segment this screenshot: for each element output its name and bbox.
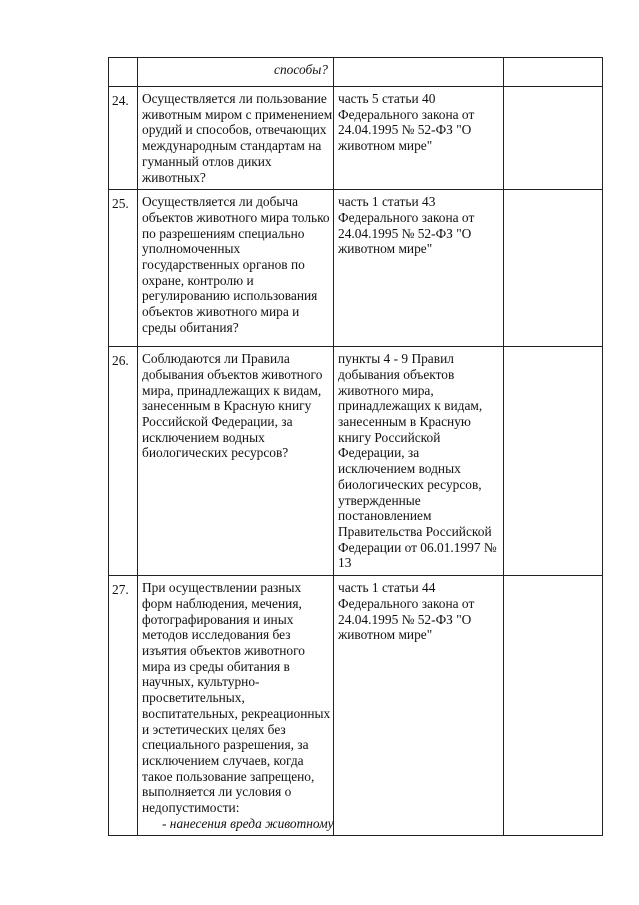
- question-line: добывания объектов животного: [142, 366, 323, 382]
- reference-line: Правительства Российской: [338, 523, 492, 539]
- question-line: орудий и способов, отвечающих: [142, 122, 327, 138]
- checklist-table: [108, 57, 603, 836]
- reference-line: часть 5 статьи 40: [338, 91, 436, 106]
- question-line: изъятия объектов животного: [142, 643, 305, 659]
- question-line: такое пользование запрещено,: [142, 768, 315, 784]
- question-line: объектов животного мира только: [142, 209, 330, 225]
- question-line: форм наблюдения, мечения,: [142, 595, 302, 611]
- question-line: среды обитания?: [142, 319, 239, 335]
- question-line: недопустимости:: [142, 800, 240, 816]
- reference-line: часть 1 статьи 44: [338, 580, 436, 596]
- reference-line: 24.04.1995 № 52-ФЗ "О: [338, 611, 472, 627]
- answer-cell: [504, 58, 603, 87]
- table-row-27: [109, 576, 603, 836]
- question-subitem: - нанесения вреда животному: [162, 815, 334, 831]
- reference-line: часть 1 статьи 43: [338, 194, 436, 210]
- reference-line: принадлежащих к видам,: [338, 398, 483, 414]
- reference-line: пункты 4 - 9 Правил: [338, 351, 454, 367]
- row-number: 25.: [109, 190, 138, 347]
- reference-cell: [334, 576, 504, 836]
- question-line: просветительных,: [142, 690, 245, 706]
- question-line: специального разрешения, за: [142, 737, 309, 753]
- question-line: воспитательных, рекреационных: [142, 705, 331, 721]
- reference-line: 24.04.1995 № 52-ФЗ "О: [338, 122, 472, 138]
- question-line: Соблюдаются ли Правила: [142, 351, 290, 367]
- question-line: Российской Федерации, за: [142, 414, 293, 430]
- reference-line: постановлением: [338, 508, 432, 524]
- question-line: и эстетических целях без: [142, 721, 286, 737]
- answer-cell: [504, 190, 603, 347]
- question-line: Осуществляется ли пользование: [142, 91, 327, 106]
- question-line: научных, культурно-: [142, 674, 260, 690]
- table-row-continuation: [109, 58, 603, 87]
- reference-line: биологических ресурсов,: [338, 476, 482, 492]
- table-row-25: [109, 190, 603, 347]
- question-tail-text: способы?: [274, 62, 328, 77]
- reference-cell: [334, 190, 504, 347]
- reference-line: Федерального закона от: [338, 106, 475, 122]
- question-line: При осуществлении разных: [142, 580, 302, 596]
- answer-cell: [504, 347, 603, 576]
- reference-line: животного мира,: [338, 382, 434, 398]
- question-cell: [138, 190, 334, 347]
- reference-line: утвержденные: [338, 492, 421, 508]
- reference-line: животном мире": [338, 627, 433, 643]
- question-line: животных?: [142, 169, 206, 185]
- question-cell: [138, 347, 334, 576]
- answer-cell: [504, 576, 603, 836]
- question-line: регулированию использования: [142, 288, 318, 304]
- question-line: животным миром с применением: [142, 106, 333, 122]
- question-line: биологических ресурсов?: [142, 445, 289, 461]
- reference-line: добывания объектов: [338, 366, 455, 382]
- question-line: исключением водных: [142, 429, 265, 445]
- reference-line: занесенным в Красную: [338, 414, 471, 430]
- question-line: Осуществляется ли добыча: [142, 194, 299, 210]
- question-cell: [138, 87, 334, 190]
- reference-line: исключением водных: [338, 461, 461, 477]
- question-line: международным стандартам на: [142, 138, 322, 154]
- row-number: 24.: [109, 87, 138, 190]
- question-cell: [138, 58, 334, 87]
- reference-cell: [334, 58, 504, 87]
- reference-cell: [334, 347, 504, 576]
- reference-line: 24.04.1995 № 52-ФЗ "О: [338, 225, 472, 241]
- question-line: охране, контролю и: [142, 272, 254, 288]
- question-line: уполномоченных: [142, 241, 241, 257]
- answer-cell: [504, 87, 603, 190]
- reference-line: 13: [338, 555, 352, 571]
- reference-cell: [334, 87, 504, 190]
- question-cell: [138, 576, 334, 836]
- question-line: мира из среды обитания в: [142, 658, 290, 674]
- question-line: государственных органов по: [142, 257, 305, 273]
- row-number: 26.: [109, 347, 138, 576]
- question-line: методов исследования без: [142, 627, 291, 643]
- row-number: 27.: [109, 576, 138, 836]
- table-row-24: [109, 87, 603, 190]
- question-line: объектов животного мира и: [142, 304, 300, 320]
- question-line: исключением случаев, когда: [142, 752, 304, 768]
- reference-line: Федерации, за: [338, 445, 420, 461]
- question-line: по разрешениям специально: [142, 225, 305, 241]
- reference-line: животном мире": [338, 138, 433, 154]
- question-line: гуманный отлов диких: [142, 153, 272, 169]
- reference-line: Федерального закона от: [338, 209, 475, 225]
- question-line: выполняется ли условия о: [142, 784, 292, 800]
- reference-line: книгу Российской: [338, 429, 441, 445]
- question-line: занесенным в Красную книгу: [142, 398, 312, 414]
- reference-line: Федерации от 06.01.1997 №: [338, 539, 497, 555]
- reference-line: Федерального закона от: [338, 595, 475, 611]
- question-line: мира, принадлежащих к видам,: [142, 382, 322, 398]
- number-cell: [109, 58, 138, 87]
- table-row-26: [109, 347, 603, 576]
- reference-line: животном мире": [338, 241, 433, 257]
- question-line: фотографирования и иных: [142, 611, 294, 627]
